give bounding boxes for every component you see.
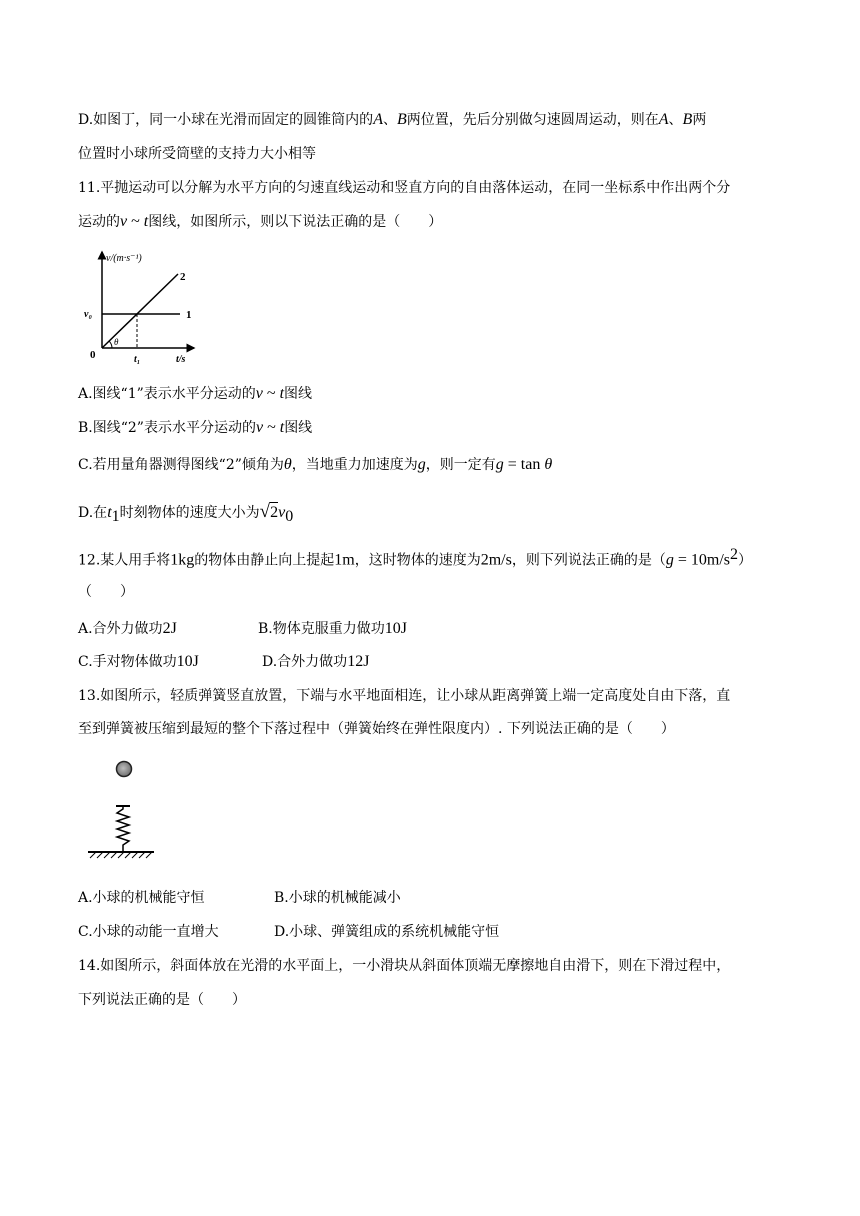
value: 12J: [347, 653, 370, 670]
theta-arc: [109, 341, 112, 348]
var-t: t: [279, 419, 285, 436]
q12-stem: [78, 545, 752, 571]
subscript: 0: [285, 507, 294, 525]
line2-label: 2: [180, 271, 186, 283]
sqrt-value: 2: [270, 504, 279, 521]
text: ，则下列说法正确的是（: [511, 552, 666, 569]
text: 、: [668, 112, 683, 128]
tilde: ~: [262, 385, 280, 402]
q13-option-a: A.小球的机械能守恒: [78, 890, 205, 906]
text: 12.某人用手将: [78, 552, 171, 569]
ball: [117, 762, 132, 777]
text: 两位置，先后分别做匀速圆周运动，则在: [406, 112, 659, 128]
text: ）: [737, 552, 752, 569]
q12-option-b: [258, 619, 407, 639]
text: D.在: [78, 505, 108, 521]
value: 2J: [162, 620, 177, 637]
superscript: 2: [729, 546, 738, 563]
var-g: g: [495, 456, 504, 473]
q14-stem-line1: 14.如图所示，斜面体放在光滑的水平面上，一小滑块从斜面体顶端无摩擦地自由滑下，则在下滑过程中，: [78, 958, 731, 974]
sqrt-arg: [270, 502, 278, 521]
value-mass: 1kg: [170, 551, 195, 569]
value: 10J: [176, 653, 199, 670]
text: 两: [692, 112, 707, 128]
tilde: ~: [263, 419, 280, 436]
value: 10J: [384, 620, 407, 637]
v0-label: v₀: [84, 309, 92, 320]
text: 、: [382, 112, 397, 128]
tilde: ~: [127, 213, 144, 230]
text: 图线: [284, 386, 313, 402]
q11-stem-line1: 11.平抛运动可以分解为水平方向的匀速直线运动和竖直方向的自由落体运动，在同一坐标系中作出两个分: [78, 180, 731, 196]
q12-option-a: [78, 619, 177, 639]
text: 时刻物体的速度大小为: [119, 505, 260, 521]
var-b: B: [396, 111, 407, 128]
var-g: g: [417, 456, 426, 473]
q12-paren: （ ）: [78, 584, 134, 600]
q11-option-d: [78, 502, 293, 527]
q10-option-d-line2: 位置时小球所受筒壁的支持力大小相等: [78, 146, 316, 162]
var-v: v: [120, 213, 128, 230]
sqrt-sign: √: [259, 501, 271, 522]
formula: = 10m/s: [673, 551, 730, 569]
text: A.图线“1”表示水平分运动的: [78, 386, 256, 402]
text: D.合外力做功: [262, 654, 348, 670]
q11-option-c: [78, 455, 552, 475]
var-v: v: [255, 419, 264, 436]
text: 的物体由静止向上提起: [194, 552, 335, 569]
q11-vt-graph: [82, 244, 202, 370]
q13-option-c: C.小球的动能一直增大: [78, 924, 219, 940]
text: D.如图丁，同一小球在光滑而固定的圆锥筒内的: [78, 112, 374, 128]
origin-label: 0: [90, 349, 96, 361]
text: ，这时物体的速度为: [354, 552, 481, 569]
q11-option-b: [78, 418, 312, 438]
q13-stem-line2: 至到弹簧被压缩到最短的整个下落过程中（弹簧始终在弹性限度内）. 下列说法正确的是（ ）: [78, 721, 675, 737]
theta-label: θ: [114, 337, 119, 347]
subscript: 1: [111, 507, 120, 525]
var-g: g: [665, 551, 674, 569]
line1-label: 1: [186, 309, 192, 321]
q13-option-b: B.小球的机械能减小: [274, 890, 401, 906]
q12-option-c: [78, 652, 199, 672]
var-v: v: [278, 504, 286, 521]
var-t: t: [279, 385, 285, 402]
formula: = tan: [503, 456, 545, 473]
text: 运动的: [78, 214, 120, 230]
var-theta: θ: [283, 456, 292, 473]
value-speed: 2m/s: [480, 551, 512, 569]
text: ，当地重力加速度为: [291, 457, 418, 473]
q11-stem-line2: [78, 212, 442, 232]
var-t: t: [143, 213, 149, 230]
y-axis-label: v/(m·s⁻¹): [106, 253, 142, 264]
text: 图线，如图所示，则以下说法正确的是（ ）: [148, 214, 443, 230]
x-axis-label: t/s: [176, 354, 186, 365]
q14-stem-line2: 下列说法正确的是（ ）: [78, 992, 246, 1008]
var-a: A: [373, 111, 383, 128]
text: B.图线“2”表示水平分运动的: [78, 420, 256, 436]
text: 图线: [284, 420, 313, 436]
var-b: B: [682, 111, 693, 128]
q13-stem-line1: 13.如图所示，轻质弹簧竖直放置，下端与水平地面相连，让小球从距离弹簧上端一定高度处自由下落，直: [78, 688, 731, 704]
t1-label: t₁: [134, 354, 141, 365]
text: C.若用量角器测得图线“2”倾角为: [78, 457, 284, 473]
var-v: v: [255, 385, 263, 402]
var-t: t: [107, 504, 112, 521]
var-theta: θ: [544, 456, 553, 473]
text: A.合外力做功: [78, 621, 163, 637]
spring: [117, 806, 129, 852]
q13-spring-figure: [86, 752, 156, 862]
text: B.物体克服重力做功: [258, 621, 385, 637]
value-distance: 1m: [334, 551, 355, 569]
q11-option-a: [78, 384, 312, 404]
text: ，则一定有: [425, 457, 496, 473]
text: C.手对物体做功: [78, 654, 177, 670]
q12-option-d: [262, 652, 369, 672]
q10-option-d-line1: [78, 110, 706, 130]
q13-option-d: D.小球、弹簧组成的系统机械能守恒: [274, 924, 500, 940]
var-a: A: [658, 111, 669, 128]
